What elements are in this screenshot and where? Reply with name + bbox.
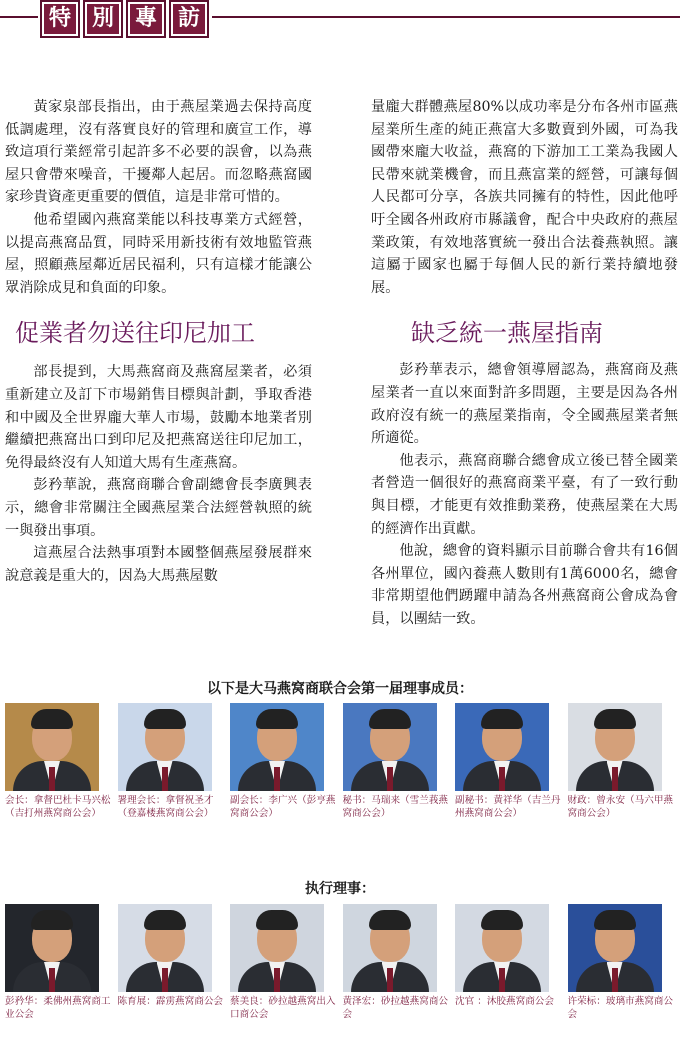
member-caption: 署理会长：拿督祝圣才（登嘉楼燕窝商公会） <box>117 795 214 819</box>
member-photo <box>343 904 437 992</box>
member-caption: 财政：曾永安（马六甲燕窝商公会） <box>567 795 674 819</box>
member-photo <box>118 703 212 791</box>
member-photo <box>455 904 549 992</box>
member-caption: 沈官 ：沐胶燕窝商公会 <box>455 996 554 1007</box>
header-char: 訪 <box>173 4 205 34</box>
header-char-box <box>126 0 166 38</box>
header-rule-left <box>0 16 38 18</box>
article-left-column <box>5 96 312 587</box>
member-card <box>455 904 568 1021</box>
header-char-box <box>169 0 209 38</box>
member-photo <box>230 703 324 791</box>
executive-members-row <box>5 904 680 1021</box>
member-card <box>230 703 343 820</box>
header-char: 別 <box>87 4 119 34</box>
header-char: 專 <box>130 4 162 34</box>
paragraph: 他說，總會的資料顯示目前聯合會共有16個各州單位，國內養燕人數則有1萬6000名，總會非常期望他們踴躍申請為各州燕窩商公會成為會員，以團結一致。 <box>371 543 678 627</box>
article-right-column <box>371 96 678 630</box>
member-card <box>118 703 231 820</box>
member-photo <box>5 703 99 791</box>
member-photo <box>568 703 662 791</box>
paragraph: 黃家泉部長指出，由于燕屋業過去保持高度低調處理，沒有落實良好的管理和廣宣工作，導致這項行業經常引起許多不必要的誤會，以為燕屋只會帶來噪音，干擾鄰人起居。而忽略燕窩國家珍貴資產更重要的價值，這是非常可惜的。 <box>5 99 312 206</box>
member-card <box>343 703 456 820</box>
paragraph: 他希望國內燕窩業能以科技專業方式經營，以提高燕窩品質，同時采用新技術有效地監管燕屋，照顧燕屋鄰近居民福利，只有這樣才能讓公眾消除成見和負面的印象。 <box>5 211 312 296</box>
member-card <box>5 904 118 1021</box>
member-photo <box>568 904 662 992</box>
member-caption: 彭矜华：柔佛州燕窝商工业公会 <box>5 996 111 1020</box>
section-heading: 促業者勿送往印尼加工 <box>15 319 255 348</box>
header-char-box <box>40 0 80 38</box>
member-caption: 黄泽宏：砂拉越燕窝商公会 <box>342 996 449 1020</box>
member-card <box>230 904 343 1021</box>
section-header <box>0 0 680 46</box>
member-photo <box>5 904 99 992</box>
member-photo <box>118 904 212 992</box>
member-caption: 副会长：李广兴（彭亨燕窝商公会） <box>230 795 336 819</box>
member-card <box>343 904 456 1021</box>
member-caption: 蔡美良：砂拉越燕窝出入口商公会 <box>230 996 336 1020</box>
paragraph: 他表示，燕窩商聯合總會成立後已替全國業者營造一個很好的燕窩商業平臺，有了一致行動與目標，才能更有效推動業務，使燕屋業在大馬的經濟作出貢獻。 <box>371 452 678 537</box>
member-card <box>455 703 568 820</box>
member-caption: 陈育展：霹雳燕窝商公会 <box>117 996 224 1007</box>
paragraph: 量龐大群體燕屋80%以成功率是分布各州市區燕屋業所生產的純正燕富大多數賣到外國，可為我國帶來龐大收益，燕窩的下游加工工業為我國人民帶來就業機會，而且燕富業的經營，可讓每個人民都可分享，各族共同擁有的特性，因此他呼吁全國各州政府市縣議會，配合中央政府的燕屋業政策，有效地落實統一發出合法養燕執照。讓這屬于國家也屬于每個人民的新行業持續地發展。 <box>371 99 678 296</box>
header-char-box <box>83 0 123 38</box>
paragraph: 這燕屋合法熱事項對本國整個燕屋發展群來說意義是重大的，因為大馬燕屋數 <box>5 545 312 584</box>
paragraph: 彭矜華說，燕窩商聯合會副總會長李廣興表示，總會非常關注全國燕屋業合法經營執照的統一與發出事項。 <box>5 477 312 539</box>
member-card <box>5 703 118 820</box>
header-char: 特 <box>44 4 76 34</box>
member-photo <box>455 703 549 791</box>
member-caption: 许荣标：玻璃市燕窝商公会 <box>567 996 674 1020</box>
member-caption: 副秘书：黄祥华（吉兰丹州燕窝商公会） <box>455 795 561 819</box>
member-caption: 会长：拿督巴杜卡马兴松（吉打州燕窝商公会） <box>5 795 111 819</box>
header-rule-right <box>212 16 680 18</box>
paragraph: 彭矜華表示，總會領導層認為，燕窩商及燕屋業者一直以來面對許多問題，主要是因為各州政府沒有統一的燕屋業指南，令全國燕屋業者無所適從。 <box>371 362 678 447</box>
member-card <box>118 904 231 1021</box>
section-heading: 缺乏統一燕屋指南 <box>411 319 603 348</box>
board-members-row <box>5 703 680 820</box>
member-caption: 秘书：马瑞来（雪兰莪燕窝商公会） <box>342 795 449 819</box>
board-members-title: 以下是大马燕窝商联合会第一届理事成员： <box>207 681 473 697</box>
paragraph: 部長提到，大馬燕窩商及燕窩屋業者，必須重新建立及訂下市場銷售目標與計劃，爭取香港和中國及全世界龐大華人市場，鼓勵本地業者別繼續把燕窩出口到印尼及把燕窩送往印尼加工，免得最終沒有人知道大馬有生產燕窩。 <box>5 364 312 471</box>
member-card <box>568 904 680 1021</box>
member-card <box>568 703 680 820</box>
header-title <box>40 0 209 38</box>
executive-members-title: 执行理事： <box>305 881 375 897</box>
member-photo <box>230 904 324 992</box>
member-photo <box>343 703 437 791</box>
